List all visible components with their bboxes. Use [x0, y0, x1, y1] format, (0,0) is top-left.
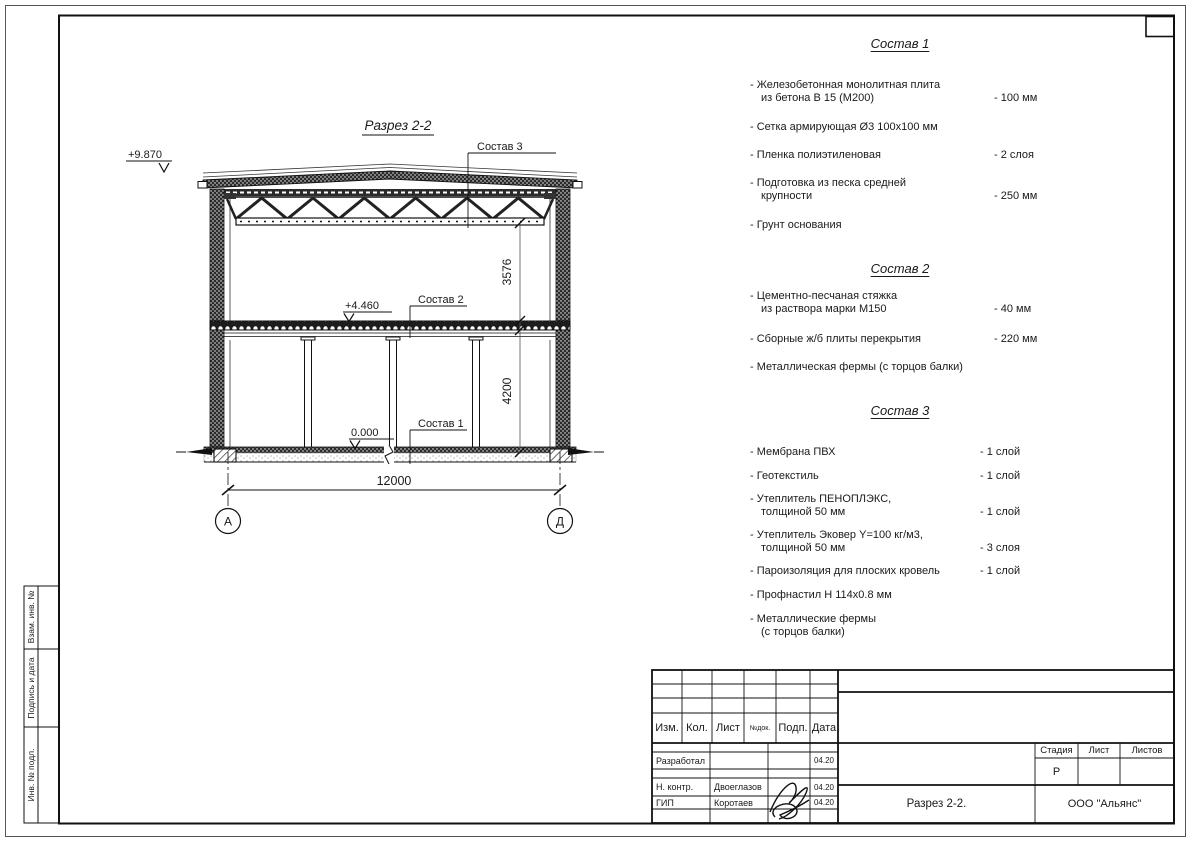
titleblock-col-kol: Кол.	[686, 722, 708, 734]
item-text: - Металлическая фермы (с торцов балки)	[750, 361, 963, 373]
titleblock-col-ndok: №док.	[749, 724, 771, 732]
titleblock-date-razrabotal: 04.20	[813, 756, 835, 765]
titleblock-date-gip: 04.20	[813, 798, 835, 807]
elevation-roof-text: +9.870	[128, 149, 162, 161]
inner-frame	[59, 16, 1174, 824]
list-item	[750, 290, 1180, 316]
item-value: - 2 слоя	[994, 149, 1035, 161]
dim-floor-text: 4200	[500, 377, 514, 405]
leader-s2-text: Состав 2	[418, 294, 464, 306]
item-text: - Металлические фермы	[750, 613, 877, 625]
item-value: - 40 мм	[994, 303, 1032, 315]
titleblock-role-nkontr: Н. контр.	[656, 782, 694, 792]
item-value: - 220 мм	[994, 333, 1038, 345]
elevation-zero-text: 0.000	[351, 427, 379, 439]
item-text: - Подготовка из песка средней	[750, 177, 906, 189]
axis-letter-right: Д	[555, 514, 565, 529]
composition-3-title: Состав 3	[870, 403, 930, 418]
titleblock-col-data: Дата	[811, 722, 837, 734]
item-value: - 100 мм	[994, 92, 1038, 104]
item-text: - Железобетонная монолитная плита	[750, 79, 941, 91]
side-strip-label-podpis: Подпись и дата	[26, 657, 36, 719]
dim-truss-text: 3576	[500, 258, 514, 286]
titleblock-col-list: Лист	[716, 722, 740, 734]
list-item	[750, 177, 1180, 203]
left-wall	[210, 189, 224, 450]
composition-1-heading	[740, 36, 1060, 51]
leader-s1-text: Состав 1	[418, 418, 464, 430]
item-text: - Сетка армирующая Ø3 100х100 мм	[750, 121, 938, 133]
list-item	[750, 79, 1180, 105]
leader-s3-text: Состав 3	[477, 141, 523, 153]
item-text: (с торцов балки)	[761, 626, 845, 638]
column-1	[301, 337, 315, 448]
titleblock-sheets-label: Листов	[1131, 745, 1163, 756]
titleblock-role-razrabotal: Разработал	[656, 755, 705, 766]
item-text: из бетона В 15 (М200)	[761, 92, 874, 104]
titleblock-col-podp: Подп.	[778, 722, 808, 734]
composition-3-heading	[740, 403, 1060, 418]
item-text: толщиной 50 мм	[761, 506, 846, 518]
item-text: - Сборные ж/б плиты перекрытия	[750, 333, 921, 345]
list-item	[750, 361, 1180, 374]
item-value: - 1 слой	[980, 565, 1021, 577]
list-item	[750, 446, 1180, 459]
signature-scribble	[770, 783, 809, 819]
side-strip-label-inv: Инв. № подл.	[26, 748, 36, 802]
left-foundation-block	[214, 449, 236, 462]
item-value: - 1 слой	[980, 506, 1021, 518]
composition-2-heading	[740, 261, 1060, 276]
titleblock-col-izm: Изм.	[655, 722, 679, 734]
item-text: - Утеплитель Эковер Y=100 кг/м3,	[750, 529, 923, 541]
item-text: - Мембрана ПВХ	[750, 446, 836, 458]
item-text: - Грунт основания	[750, 219, 842, 231]
titleblock-date-nkontr: 04.20	[813, 782, 835, 792]
titleblock-doc-name: Разрез 2-2.	[906, 798, 967, 810]
titleblock-name-gip: Коротаев	[714, 797, 753, 808]
item-value: - 1 слой	[980, 446, 1021, 458]
item-value: - 1 слой	[980, 470, 1021, 482]
right-wall	[556, 189, 570, 450]
list-item	[750, 613, 1180, 639]
item-text: - Пароизоляция для плоских кровель	[750, 565, 940, 577]
composition-2-title: Состав 2	[870, 261, 930, 276]
roof-right-endcap	[573, 182, 582, 189]
item-value: - 250 мм	[994, 190, 1038, 202]
column-2	[386, 337, 400, 448]
roof-slab-band	[203, 171, 577, 188]
titleblock-stage-label: Стадия	[1040, 745, 1073, 756]
roof-left-endcap	[198, 182, 207, 189]
axis-letter-left: А	[223, 514, 233, 529]
corner-stamp-box	[1146, 17, 1174, 37]
list-item	[750, 589, 1180, 602]
titleblock-name-nkontr: Двоеглазов	[714, 782, 762, 792]
list-item	[750, 219, 1180, 232]
list-item	[750, 529, 1180, 555]
item-text: - Профнастил Н 114х0.8 мм	[750, 589, 892, 601]
titleblock-sheet-label: Лист	[1088, 745, 1110, 756]
item-text: - Утеплитель ПЕНОПЛЭКС,	[750, 493, 892, 505]
dim-span-text: 12000	[376, 474, 412, 488]
item-text: крупности	[761, 190, 813, 202]
list-item	[750, 470, 1180, 483]
truss-left-end-post	[227, 199, 236, 219]
ground-level-arrow-left	[186, 448, 212, 455]
section-title: Разрез 2-2	[364, 118, 432, 133]
column-3	[469, 337, 483, 448]
list-item	[750, 565, 1180, 578]
ground-level-arrow-right	[568, 448, 594, 455]
truss-diagonals	[236, 198, 544, 219]
composition-1-title: Состав 1	[870, 36, 930, 51]
item-text: из раствора марки М150	[761, 303, 887, 315]
side-strip-label-vzam: Взам. инв. №	[26, 590, 36, 644]
list-item	[750, 149, 1180, 162]
item-text: - Цементно-песчаная стяжка	[750, 290, 898, 302]
truss-right-bearing	[544, 193, 556, 199]
list-item	[750, 333, 1180, 346]
titleblock-company: ООО "Альянс"	[1067, 798, 1142, 810]
item-text: - Геотекстиль	[750, 470, 819, 482]
list-item	[750, 121, 1180, 134]
titleblock-role-gip: ГИП	[656, 797, 674, 808]
titleblock-stage-value: Р	[1052, 765, 1061, 778]
truss-right-end-post	[544, 199, 553, 219]
elevation-floor2-text: +4.460	[345, 300, 379, 312]
item-text: - Пленка полиэтиленовая	[750, 149, 881, 161]
list-item	[750, 493, 1180, 519]
truss-left-bearing	[224, 193, 236, 199]
elevation-floor2-arrow	[344, 314, 354, 322]
elevation-roof-arrow	[159, 163, 169, 172]
item-value: - 3 слоя	[980, 542, 1021, 554]
item-text: толщиной 50 мм	[761, 542, 846, 554]
